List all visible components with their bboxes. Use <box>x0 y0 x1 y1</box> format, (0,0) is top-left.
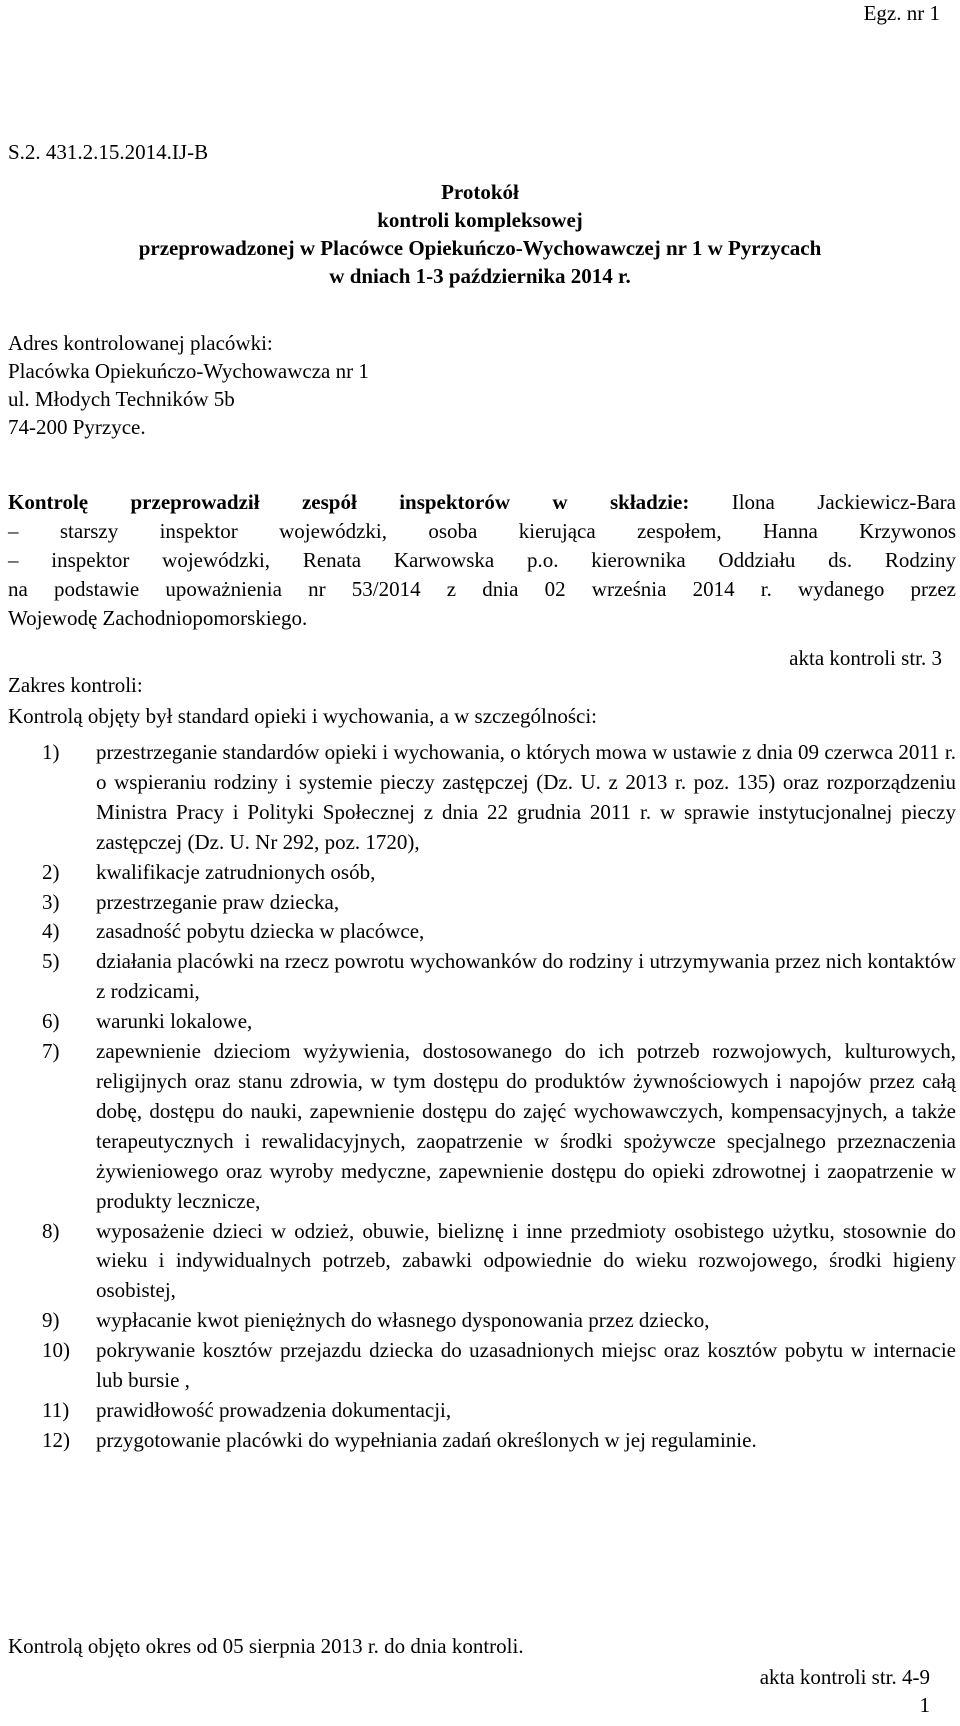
scope-item-number: 5) <box>42 949 60 974</box>
team-member-1: Ilona Jackiewicz-Bara <box>731 490 957 514</box>
scope-item-text: przestrzeganie praw dziecka, <box>96 889 340 914</box>
team-line-5: Wojewodę Zachodniopomorskiego. <box>8 606 308 630</box>
scope-item <box>0 888 956 918</box>
scope-item <box>0 1306 956 1336</box>
scope-item-number: 8) <box>42 1218 60 1243</box>
scope-item-text: zapewnienie dzieciom wyżywienia, dostosowanego do ich potrzeb rozwojowych, kulturowych, religijnych oraz stanu zdrowia, w tym dostępu do produktów żywnościowych i napojów przez całą dobę, dostępu do nauki, zapewnienie dostępu do zajęć wychowawczych, kompensacyjnych, a także terapeutycznych i rewalidacyjnych, zaopatrzenie w środki spożywcze specjalnego przeznaczenia żywieniowego oraz wyroby medyczne, zapewnienie dostępu do opieki zdrowotnej i zaopatrzenie w produkty lecznicze, <box>96 1039 956 1213</box>
period-text: Kontrolą objęto okres od 05 sierpnia 2013 r. do dnia kontroli. <box>8 1634 524 1658</box>
scope-item-text: działania placówki na rzecz powrotu wychowanków do rodziny i utrzymywania przez nich kontaktów z rodzicami, <box>96 949 956 1004</box>
scope-item-text: warunki lokalowe, <box>96 1009 253 1034</box>
scope-item-number: 11) <box>42 1397 70 1422</box>
document-title: Protokół <box>441 180 519 204</box>
scope-item <box>0 1007 956 1037</box>
address-street: ul. Młodych Techników 5b <box>8 387 235 411</box>
team-line-2: – starszy inspektor wojewódzki, osoba kierująca zespołem, Hanna Krzywonos <box>8 519 956 543</box>
scope-item-text: wypłacanie kwot pieniężnych do własnego dysponowania przez dziecko, <box>96 1308 710 1333</box>
scope-item-text: pokrywanie kosztów przejazdu dziecka do uzasadnionych miejsc oraz kosztów pobytu w internacie lub bursie , <box>96 1338 956 1393</box>
scope-item <box>0 1037 956 1216</box>
scope-item-number: 1) <box>42 740 60 764</box>
scope-item-text: zasadność pobytu dziecka w placówce, <box>96 919 425 944</box>
scope-item-text: przestrzeganie standardów opieki i wychowania, o których mowa w ustawie z dnia 09 czerwca 2011 r. o wspieraniu rodziny i systemie pieczy zastępczej (Dz. U. z 2013 r. poz. 135) oraz rozporządzeniu Ministra Pracy i Polityki Społecznej z dnia 22 grudnia 2011 r. w sprawie instytucjonalnej pieczy zastępczej (Dz. U. Nr 292, poz. 1720), <box>96 740 956 854</box>
scope-item-number: 2) <box>42 859 60 884</box>
scope-item-number: 3) <box>42 889 60 914</box>
reference-number: S.2. 431.2.15.2014.IJ-B <box>8 140 209 164</box>
scope-item-number: 7) <box>42 1039 60 1064</box>
page-number: 1 <box>919 1693 930 1717</box>
team-line-1 <box>8 488 956 517</box>
scope-item <box>0 738 956 858</box>
scope-item-text: kwalifikacje zatrudnionych osób, <box>96 859 376 884</box>
scope-item <box>0 858 956 888</box>
scope-item-number: 6) <box>42 1009 60 1034</box>
title-subline-1: kontroli kompleksowej <box>377 208 583 232</box>
scope-item-number: 10) <box>42 1338 70 1363</box>
scope-item-text: wyposażenie dzieci w odzież, obuwie, bieliznę i inne przedmioty osobistego użytku, stosownie do wieku i indywidualnych potrzeb, zabawki odpowiednie do wieku rozwojowego, środki higieny osobistej, <box>96 1218 956 1303</box>
scope-list <box>0 738 956 1456</box>
scope-item <box>0 1426 956 1456</box>
address-city: 74-200 Pyrzyce. <box>8 415 146 439</box>
copy-number: Egz. nr 1 <box>863 1 940 25</box>
scope-item-text: przygotowanie placówki do wypełniania zadań określonych w jej regulaminie. <box>96 1427 757 1452</box>
team-line-4: na podstawie upoważnienia nr 53/2014 z dnia 02 września 2014 r. wydanego przez <box>8 577 956 601</box>
address-name: Placówka Opiekuńczo-Wychowawcza nr 1 <box>8 359 369 383</box>
title-subline-2: przeprowadzonej w Placówce Opiekuńczo-Wychowawczej nr 1 w Pyrzycach <box>138 236 822 260</box>
scope-intro: Kontrolą objęty był standard opieki i wychowania, a w szczególności: <box>8 704 598 728</box>
address-label: Adres kontrolowanej placówki: <box>8 331 273 355</box>
scope-item <box>0 947 956 1007</box>
period-files-reference: akta kontroli str. 4-9 <box>759 1665 930 1689</box>
team-lead: Kontrolę przeprowadził zespół inspektorów w składzie: <box>8 490 690 514</box>
scope-item-number: 12) <box>42 1427 70 1452</box>
files-reference: akta kontroli str. 3 <box>789 646 942 670</box>
scope-item <box>0 1396 956 1426</box>
scope-item-text: prawidłowość prowadzenia dokumentacji, <box>96 1397 452 1422</box>
title-subline-3: w dniach 1-3 października 2014 r. <box>329 264 631 288</box>
scope-item-number: 9) <box>42 1308 60 1333</box>
scope-heading: Zakres kontroli: <box>8 673 143 697</box>
scope-item <box>0 917 956 947</box>
scope-item <box>0 1217 956 1307</box>
team-line-3: – inspektor wojewódzki, Renata Karwowska p.o. kierownika Oddziału ds. Rodziny <box>8 548 956 572</box>
scope-item <box>0 1336 956 1396</box>
scope-item-number: 4) <box>42 919 60 944</box>
